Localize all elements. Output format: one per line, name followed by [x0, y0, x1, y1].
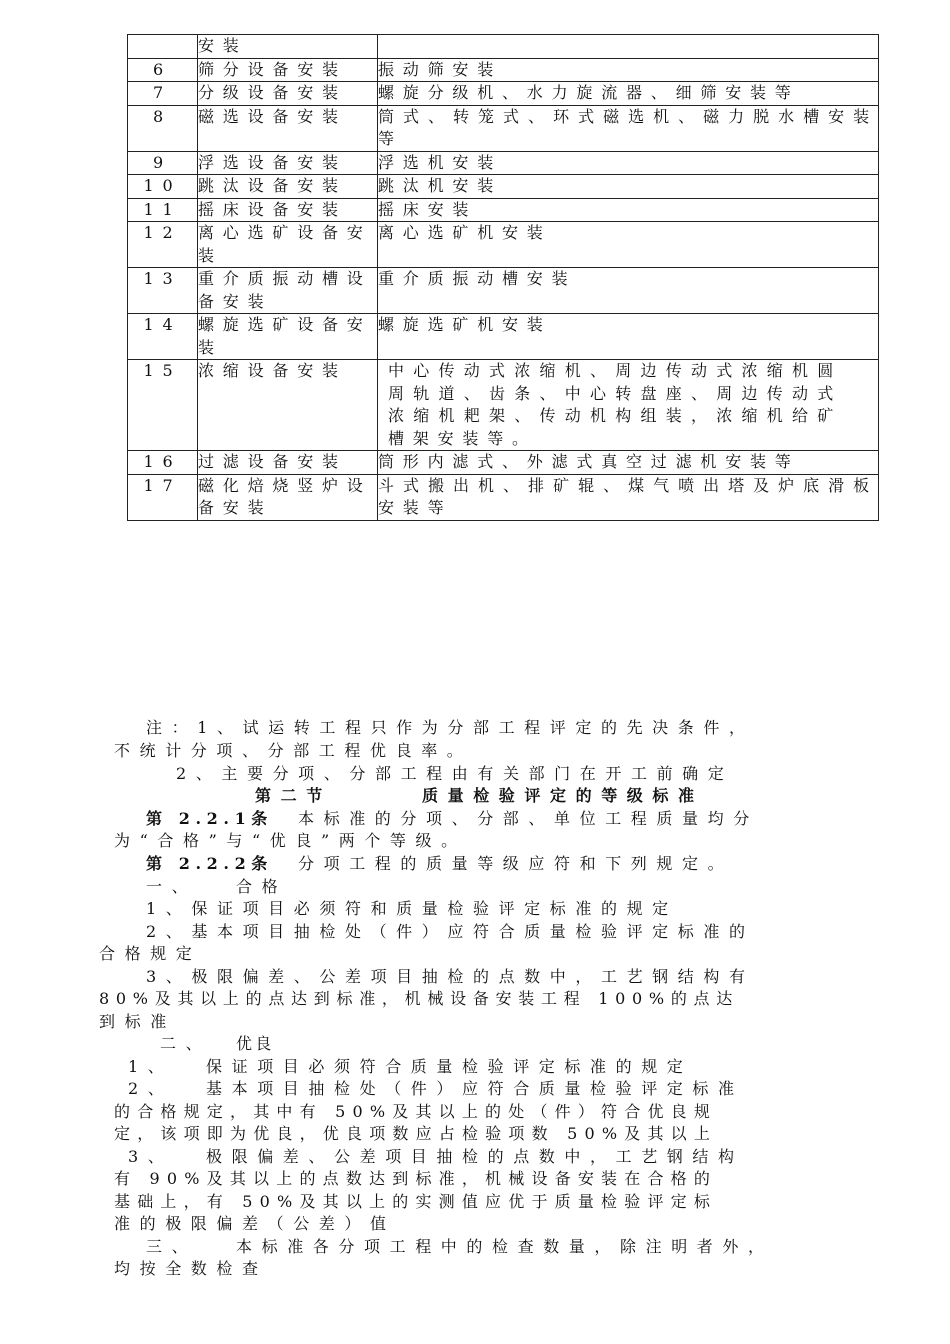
clause-2-2-2-label: 第 2.2.2条	[146, 854, 273, 873]
grade-2-item-3-c: 基础上，有 50%及其以上的实测值应优于质量检验评定标	[114, 1192, 718, 1211]
row-item-description: 斗式搬出机、排矿辊、煤气喷出塔及炉底滑板安装等	[378, 474, 879, 520]
row-item-name: 安装	[198, 35, 378, 59]
clause-2-2-2-text: 分项工程的质量等级应符和下列规定。	[298, 854, 734, 873]
grade-1-item-3-c: 到标准	[99, 1012, 176, 1031]
row-number: 17	[128, 474, 198, 520]
row-number: 10	[128, 175, 198, 199]
row-item-description: 振动筛安装	[378, 58, 879, 82]
row-item-name: 磁选设备安装	[198, 105, 378, 151]
grade-3-text-a: 本标准各分项工程中的检查数量，除注明者外，	[236, 1237, 774, 1256]
row-item-name: 过滤设备安装	[198, 451, 378, 475]
note-1-line-a: 注：1、试运转工程只作为分部工程评定的先决条件，	[146, 718, 755, 737]
table-row	[128, 35, 879, 59]
row-item-description: 摇床安装	[378, 198, 879, 222]
row-item-description: 离心选矿机安装	[378, 222, 879, 268]
table-row	[128, 82, 879, 106]
row-item-name: 跳汰设备安装	[198, 175, 378, 199]
row-item-description: 螺旋选矿机安装	[378, 314, 879, 360]
grade-1-item-2-b: 合格规定	[99, 944, 202, 963]
row-item-name: 螺旋选矿设备安装	[198, 314, 378, 360]
note-1-line-b: 不统计分项、分部工程优良率。	[114, 741, 473, 760]
clause-2-2-1-text-b: 为“合格”与“优良”两个等级。	[114, 831, 467, 850]
row-number: 9	[128, 151, 198, 175]
row-number: 8	[128, 105, 198, 151]
row-item-description: 筒式、转笼式、环式磁选机、磁力脱水槽安装等	[378, 105, 879, 151]
row-number: 6	[128, 58, 198, 82]
note-2: 2、主要分项、分部工程由有关部门在开工前确定	[176, 764, 734, 783]
table-row	[128, 175, 879, 199]
grade-2-item-2-c: 定，该项即为优良，优良项数应占检验项数 50%及其以上	[114, 1124, 718, 1143]
table-row	[128, 58, 879, 82]
table-row	[128, 222, 879, 268]
grade-2-number: 二、	[160, 1034, 212, 1053]
row-item-name: 筛分设备安装	[198, 58, 378, 82]
row-item-description: 螺旋分级机、水力旋流器、细筛安装等	[378, 82, 879, 106]
equipment-table	[127, 34, 879, 521]
row-item-name: 磁化焙烧竖炉设备安装	[198, 474, 378, 520]
clause-2-2-1-label: 第 2.2.1条	[146, 809, 273, 828]
row-item-description: 跳汰机安装	[378, 175, 879, 199]
section-label: 第二节	[255, 786, 332, 805]
table-row	[128, 451, 879, 475]
row-item-description: 筒形内滤式、外滤式真空过滤机安装等	[378, 451, 879, 475]
row-item-description: 中心传动式浓缩机、周边传动式浓缩机圆周轨道、齿条、中心转盘座、周边传动式浓缩机耙架、传动机构组装，浓缩机给矿槽架安装等。	[378, 360, 879, 451]
grade-2-item-3-d: 准的极限偏差（公差）值	[114, 1214, 396, 1233]
table-row	[128, 198, 879, 222]
row-number: 16	[128, 451, 198, 475]
row-item-name: 浮选设备安装	[198, 151, 378, 175]
table-row	[128, 151, 879, 175]
grade-2-item-3-a: 极限偏差、公差项目抽检的点数中，工艺钢结构	[206, 1147, 744, 1166]
grade-2-item-2-b: 的合格规定，其中有 50%及其以上的处（件）符合优良规	[114, 1102, 718, 1121]
row-item-description: 浮选机安装	[378, 151, 879, 175]
grade-2-item-1-number: 1、	[128, 1057, 174, 1076]
grade-2-item-2-a: 基本项目抽检处（件）应符合质量检验评定标准	[206, 1079, 744, 1098]
row-item-name: 离心选矿设备安装	[198, 222, 378, 268]
grade-3-number: 三、	[146, 1237, 198, 1256]
grade-2-item-3-number: 3、	[128, 1147, 174, 1166]
section-title: 质量检验评定的等级标准	[422, 786, 704, 805]
row-item-description	[378, 35, 879, 59]
grade-2-item-2-number: 2、	[128, 1079, 174, 1098]
table-row	[128, 314, 879, 360]
row-item-name: 重介质振动槽设备安装	[198, 268, 378, 314]
row-number	[128, 35, 198, 59]
row-number: 14	[128, 314, 198, 360]
row-item-description: 重介质振动槽安装	[378, 268, 879, 314]
table-row	[128, 268, 879, 314]
grade-1-number: 一、	[146, 877, 198, 896]
grade-1-heading: 合格	[236, 877, 288, 896]
clause-2-2-1-text-a: 本标准的分项、分部、单位工程质量均分	[298, 809, 759, 828]
grade-1-item-3-b: 80%及其以上的点达到标准，机械设备安装工程 100%的点达	[99, 989, 739, 1008]
row-number: 13	[128, 268, 198, 314]
row-number: 12	[128, 222, 198, 268]
table-row	[128, 105, 879, 151]
row-item-name: 摇床设备安装	[198, 198, 378, 222]
grade-1-item-3-a: 3、极限偏差、公差项目抽检的点数中，工艺钢结构有	[146, 967, 755, 986]
grade-2-heading: 优良	[236, 1034, 275, 1053]
row-item-name: 浓缩设备安装	[198, 360, 378, 451]
row-number: 11	[128, 198, 198, 222]
row-number: 15	[128, 360, 198, 451]
grade-3-text-b: 均按全数检查	[114, 1259, 268, 1278]
row-item-name: 分级设备安装	[198, 82, 378, 106]
grade-2-item-3-b: 有 90%及其以上的点数达到标准，机械设备安装在合格的	[114, 1169, 718, 1188]
grade-2-item-1: 保证项目必须符合质量检验评定标准的规定	[206, 1057, 693, 1076]
grade-1-item-1: 1、保证项目必须符和质量检验评定标准的规定	[146, 899, 678, 918]
row-number: 7	[128, 82, 198, 106]
grade-1-item-2-a: 2、基本项目抽检处（件）应符合质量检验评定标准的	[146, 922, 755, 941]
table-row	[128, 474, 879, 520]
table-row	[128, 360, 879, 451]
